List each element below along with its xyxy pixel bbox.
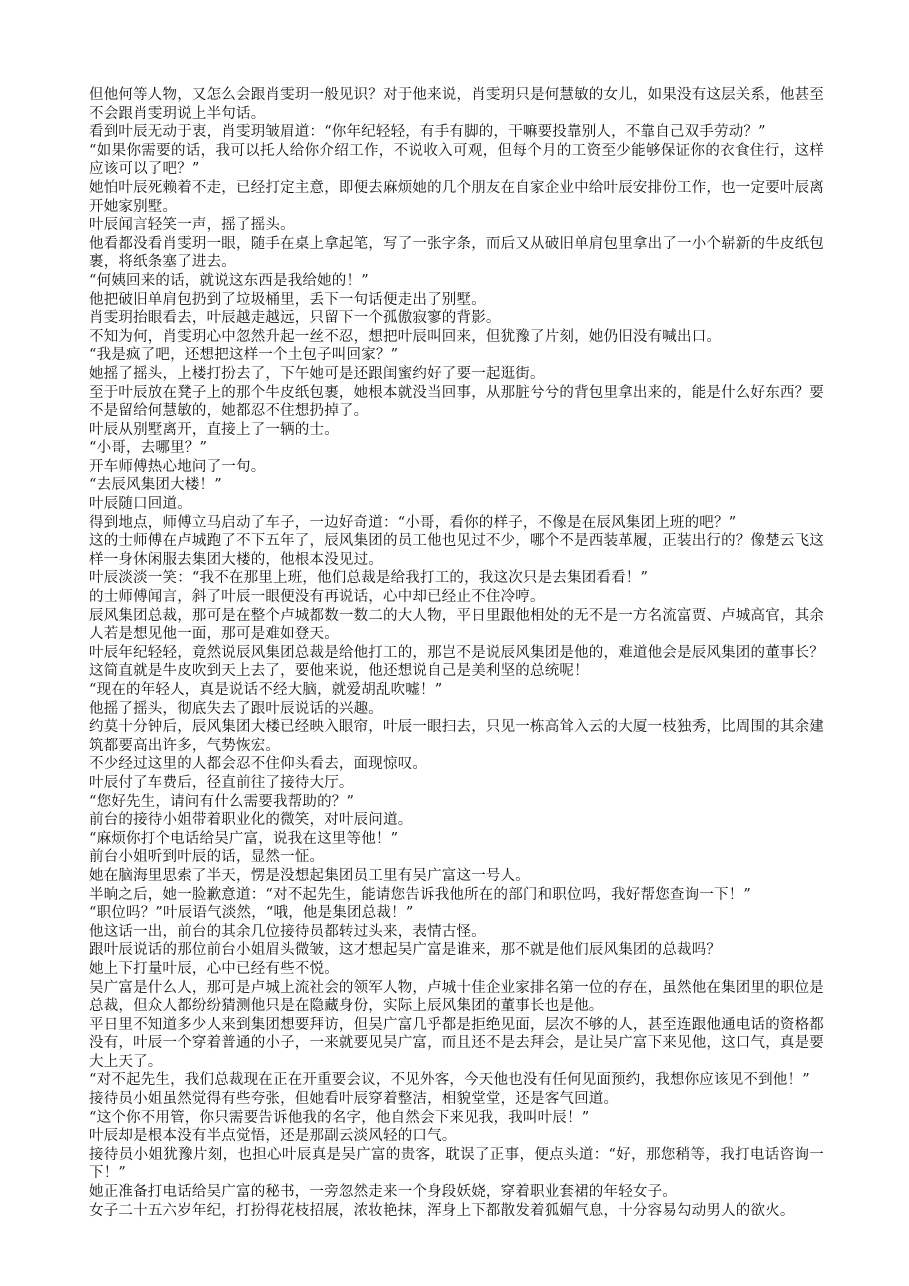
paragraph: 不知为何，肖雯玥心中忽然升起一丝不忍，想把叶辰叫回来，但犹豫了片刻，她仍旧没有喊出口。 [89, 328, 722, 345]
paragraph: 她摇了摇头，上楼打扮去了，下午她可是还跟闺蜜约好了要一起逛街。 [89, 365, 545, 382]
paragraph: “我是疯了吧，还想把这样一个土包子叫回家？” [89, 347, 399, 364]
paragraph: 约莫十分钟后，辰风集团大楼已经映入眼帘，叶辰一眼扫去，只见一栋高耸入云的大厦一枝独秀，比周围的其余建筑都要高出许多，气势恢宏。 [89, 719, 824, 754]
paragraph: “职位吗？”叶辰语气淡然，“哦，他是集团总裁！” [89, 905, 414, 922]
paragraph: 叶辰淡淡一笑：“我不在那里上班，他们总裁是给我打工的，我这次只是去集团看看！” [89, 570, 649, 587]
paragraph: 这的士师傅在卢城跑了不下五年了，辰风集团的员工他也见过不少，哪个不是西装革履，正装出行的？像楚云飞这样一身休闲服去集团大楼的，他根本没见过。 [89, 533, 824, 568]
paragraph: 叶辰付了车费后，径直前往了接待大厅。 [89, 774, 354, 791]
paragraph: 吴广富是什么人，那可是卢城上流社会的领军人物，卢城十佳企业家排名第一位的存在，虽然他在集团里的职位是总裁，但众人都纷纷猜测他只是在隐藏身份，实际上辰风集团的董事长也是他。 [89, 979, 824, 1015]
paragraph: 这简直就是牛皮吹到天上去了，要他来说，他还想说自己是美利坚的总统呢！ [89, 663, 589, 680]
paragraph: 前台的接待小姐带着职业化的微笑，对叶辰问道。 [89, 812, 413, 829]
paragraph: 辰风集团总裁，那可是在整个卢城都数一数二的大人物，平日里跟他相处的无不是一方名流富贾、卢城高官，其余人若是想见他一面，那可是难如登天。 [89, 607, 824, 643]
paragraph: 看到叶辰无动于衷，肖雯玥皱眉道：“你年纪轻轻，有手有脚的，干嘛要投靠别人，不靠自己双手劳动？” [89, 124, 766, 141]
paragraph: “麻烦你打个电话给吴广富，说我在这里等他！” [89, 830, 399, 847]
paragraph: “何姨回来的话，就说这东西是我给她的！” [89, 272, 369, 289]
paragraph: “对不起先生，我们总裁现在正在开重要会议，不见外客，今天他也没有任何见面预约，我想你应该见不到他！” [89, 1072, 810, 1089]
paragraph: 接待员小姐虽然觉得有些夸张，但她看叶辰穿着整洁，相貌堂堂，还是客气回道。 [89, 1091, 619, 1108]
paragraph: 叶辰年纪轻轻，竟然说辰风集团总裁是给他打工的，那岂不是说辰风集团是他的，难道他会是辰风集团的董事长？ [89, 644, 824, 661]
paragraph: 他这话一出，前台的其余几位接待员都转过头来，表情古怪。 [89, 923, 486, 940]
paragraph: 他摇了摇头，彻底失去了跟叶辰说话的兴趣。 [89, 700, 383, 717]
paragraph: 她怕叶辰死赖着不走，已经打定主意，即便去麻烦她的几个朋友在自家企业中给叶辰安排份工作，也一定要叶辰离开她家别墅。 [89, 179, 824, 215]
paragraph: 不少经过这里的人都会忍不住仰头看去，面现惊叹。 [89, 756, 428, 773]
paragraph: 她正准备打电话给吴广富的秘书，一旁忽然走来一个身段妖娆，穿着职业套裙的年轻女子。 [89, 1184, 677, 1201]
paragraph: “去辰风集团大楼！” [89, 477, 222, 494]
paragraph: 但他何等人物，又怎么会跟肖雯玥一般见识？对于他来说，肖雯玥只是何慧敏的女儿，如果没有这层关系，他甚至不会跟肖雯玥说上半句话。 [89, 87, 824, 122]
paragraph: 叶辰随口回道。 [89, 496, 192, 513]
paragraph: “小哥，去哪里？” [89, 440, 208, 457]
paragraph: 前台小姐听到叶辰的话，显然一怔。 [89, 849, 325, 866]
paragraph: 叶辰闻言轻笑一声，摇了摇头。 [89, 217, 295, 234]
paragraph: 平日里不知道多少人来到集团想要拜访，但吴广富几乎都是拒绝见面，层次不够的人，甚至连跟他通电话的资格都没有，叶辰一个穿着普通的小子，一来就要见吴广富，而且还不是去拜会，是让吴广富下来见他，这口气，真是要大上天了。 [89, 1016, 824, 1070]
paragraph: 他看都没看肖雯玥一眼，随手在桌上拿起笔，写了一张字条，而后又从破旧单肩包里拿出了一小个崭新的牛皮纸包裹，将纸条塞了进去。 [89, 235, 824, 271]
paragraph: “现在的年轻人，真是说话不经大脑，就爱胡乱吹嘘！” [89, 682, 443, 698]
paragraph: “如果你需要的话，我可以托人给你介绍工作，不说收入可观，但每个月的工资至少能够保证你的衣食住行，这样应该可以了吧？” [89, 142, 824, 178]
paragraph: 半晌之后，她一脸歉意道：“对不起先生，能请您告诉我他所在的部门和职位吗，我好帮您查询一下！” [89, 886, 752, 903]
paragraph: 女子二十五六岁年纪，打扮得花枝招展，浓妆艳抹，浑身上下都散发着狐媚气息，十分容易勾动男人的欲火。 [89, 1202, 795, 1219]
paragraph: 他把破旧单肩包扔到了垃圾桶里，丢下一句话便走出了别墅。 [89, 291, 486, 308]
paragraph: 接待员小姐犹豫片刻，也担心叶辰真是吴广富的贵客，耽误了正事，便点头道：“好，那您稍等，我打电话咨询一下！” [89, 1146, 824, 1182]
paragraph: 得到地点，师傅立马启动了车子，一边好奇道：“小哥，看你的样子，不像是在辰风集团上班的吧？” [89, 514, 737, 531]
paragraph: 跟叶辰说话的那位前台小姐眉头微皱，这才想起吴广富是谁来，那不就是他们辰风集团的总裁吗？ [89, 942, 722, 959]
paragraph: 的士师傅闻言，斜了叶辰一眼便没有再说话，心中却已经止不住冷哼。 [89, 589, 545, 606]
paragraph: 她上下打量叶辰，心中已经有些不悦。 [89, 960, 339, 977]
paragraph: “您好先生，请问有什么需要我帮助的？” [89, 793, 355, 810]
paragraph: 肖雯玥抬眼看去，叶辰越走越远，只留下一个孤傲寂寥的背影。 [89, 310, 501, 327]
paragraph: 叶辰却是根本没有半点觉悟，还是那副云淡风轻的口气。 [89, 1128, 457, 1145]
paragraph: 开车师傅热心地问了一句。 [89, 458, 266, 475]
paragraph: 她在脑海里思索了半天，愣是没想起集团员工里有吴广富这一号人。 [89, 867, 530, 884]
paragraph: 叶辰从别墅离开，直接上了一辆的士。 [89, 421, 339, 438]
paragraph: 至于叶辰放在凳子上的那个牛皮纸包裹，她根本就没当回事，从那脏兮兮的背包里拿出来的，能是什么好东西？要不是留给何慧敏的，她都忍不住想扔掉了。 [89, 384, 824, 420]
document-page [89, 86, 824, 1220]
paragraph: “这个你不用管，你只需要告诉他我的名字，他自然会下来见我，我叫叶辰！” [89, 1109, 590, 1126]
